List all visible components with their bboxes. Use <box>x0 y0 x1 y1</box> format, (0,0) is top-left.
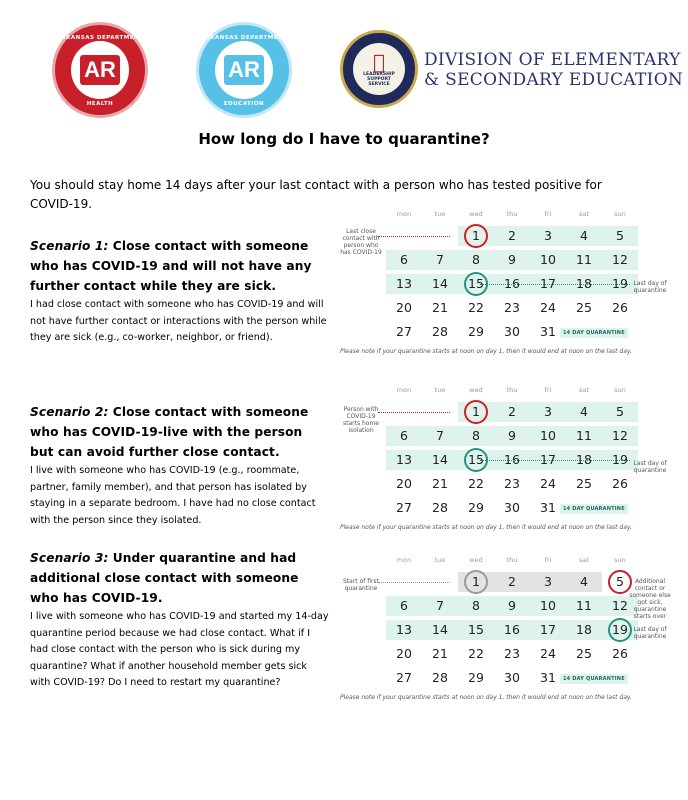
calendar-scenario-2 <box>338 386 678 531</box>
calendar-day: 17 <box>540 622 556 637</box>
calendar-day: 6 <box>400 252 408 267</box>
calendar-day: 12 <box>612 428 628 443</box>
calendar-day: 10 <box>540 598 556 613</box>
calendar-day: 21 <box>432 646 448 661</box>
calendar-day: 11 <box>576 598 592 613</box>
left-arrow <box>378 412 450 413</box>
day-of-week-header <box>386 210 638 222</box>
calendar-day: 9 <box>508 252 516 267</box>
calendar-day: 25 <box>576 300 592 315</box>
calendar-day: 20 <box>396 476 412 491</box>
calendar-day: 21 <box>432 300 448 315</box>
day-label-tue: tue <box>434 556 446 564</box>
scenario-3-heading <box>30 548 330 608</box>
right-note: Last day of quarantine <box>633 460 667 474</box>
lss-seal-center <box>353 43 405 95</box>
calendar-day: 6 <box>400 598 408 613</box>
scenario-1-label: Scenario 1: <box>30 239 109 253</box>
calendar-day: 4 <box>580 404 588 419</box>
calendar-scenario-1 <box>338 210 678 355</box>
day-label-thu: thu <box>506 386 518 394</box>
calendar-day: 1 <box>472 574 480 589</box>
calendar-day: 27 <box>396 500 412 515</box>
edu-seal-bottom-text: EDUCATION <box>223 101 265 107</box>
calendar-day: 14 <box>432 276 448 291</box>
calendar-day: 1 <box>472 404 480 419</box>
scenario-3-heading-text: Under quarantine and had additional close contact with someone who has COVID-19. <box>30 551 299 605</box>
edu-seal-center <box>215 41 273 99</box>
calendar-day: 26 <box>612 476 628 491</box>
day-label-mon: mon <box>396 386 412 394</box>
calendar-day: 19 <box>612 452 628 467</box>
calendar-day: 15 <box>468 452 484 467</box>
calendar-day: 2 <box>508 404 516 419</box>
health-seal-top-text: ARKANSAS DEPARTMENT OF <box>56 35 144 47</box>
day-label-wed: wed <box>469 210 483 218</box>
day-label-mon: mon <box>396 210 412 218</box>
scenario-3-body: I live with someone who has COVID-19 and started my 14-day quarantine period because we had close contact. What if I had close contact with the person who is sick during my quarantine? What if another household member gets sick with COVID-19? Do I need to restart my quarantine? <box>30 611 329 688</box>
health-seal-center <box>71 41 129 99</box>
calendar-day: 29 <box>468 324 484 339</box>
calendar-day: 27 <box>396 324 412 339</box>
right-arrow <box>480 460 630 461</box>
scenario-2-heading-text: Close contact with someone who has COVID-19-live with the person but can avoid further close contact. <box>30 405 309 459</box>
calendar-day: 26 <box>612 300 628 315</box>
calendar-day: 5 <box>616 404 624 419</box>
day-1-circle <box>464 570 488 594</box>
calendar-day: 13 <box>396 452 412 467</box>
calendar-day: 18 <box>576 452 592 467</box>
apple-icon <box>373 52 385 72</box>
calendar-day: 18 <box>576 276 592 291</box>
scenario-3 <box>30 548 330 692</box>
scenario-1-heading <box>30 236 330 296</box>
page-title: How long do I have to quarantine? <box>198 130 490 148</box>
division-line-1: DIVISION OF ELEMENTARY <box>424 50 681 70</box>
calendar-day: 15 <box>468 276 484 291</box>
calendar-day: 30 <box>504 324 520 339</box>
calendar-day: 8 <box>472 598 480 613</box>
day-of-week-header <box>386 386 638 398</box>
calendar-day: 12 <box>612 598 628 613</box>
day-label-sun: sun <box>614 386 626 394</box>
calendar-day: 3 <box>544 228 552 243</box>
calendar-day: 8 <box>472 252 480 267</box>
calendar-day: 10 <box>540 252 556 267</box>
calendar-day: 16 <box>504 622 520 637</box>
left-note: Last close contact with person who has COVID-19 <box>340 228 382 256</box>
day-label-sat: sat <box>579 386 589 394</box>
calendar-day: 31 <box>540 670 556 685</box>
calendar-day: 9 <box>508 598 516 613</box>
day-1-circle <box>464 400 488 424</box>
day-label-tue: tue <box>434 210 446 218</box>
calendar-day: 9 <box>508 428 516 443</box>
day-label-thu: thu <box>506 556 518 564</box>
calendar-day: 30 <box>504 670 520 685</box>
right-note: Last day of quarantine <box>633 626 667 640</box>
calendar-day: 7 <box>436 252 444 267</box>
calendar-day: 17 <box>540 276 556 291</box>
calendar-day: 27 <box>396 670 412 685</box>
calendar-day: 25 <box>576 646 592 661</box>
health-ar-logo: AR <box>80 55 120 85</box>
calendar-day: 20 <box>396 300 412 315</box>
day-label-wed: wed <box>469 386 483 394</box>
calendar-day: 14 <box>432 622 448 637</box>
calendar-day: 24 <box>540 476 556 491</box>
left-arrow <box>378 236 450 237</box>
calendar-day: 19 <box>612 622 628 637</box>
calendar-day: 28 <box>432 324 448 339</box>
calendar-day: 20 <box>396 646 412 661</box>
day-label-tue: tue <box>434 386 446 394</box>
calendar-day: 5 <box>616 228 624 243</box>
leadership-support-service-seal <box>340 30 418 108</box>
scenario-2 <box>30 402 330 529</box>
division-line-2: & SECONDARY EDUCATION <box>424 70 684 90</box>
calendar-note: Please note if your quarantine starts at noon on day 1, then it would end at noon on the last day. <box>340 524 632 531</box>
division-logo-text <box>424 50 683 90</box>
calendar-day: 13 <box>396 622 412 637</box>
calendar-day: 7 <box>436 428 444 443</box>
calendar-day: 8 <box>472 428 480 443</box>
calendar-day: 16 <box>504 276 520 291</box>
calendar-day: 23 <box>504 646 520 661</box>
calendar-day: 23 <box>504 476 520 491</box>
calendar-day: 29 <box>468 670 484 685</box>
calendar-day: 23 <box>504 300 520 315</box>
day-label-wed: wed <box>469 556 483 564</box>
scenario-1 <box>30 236 330 347</box>
lss-line-1: LEADERSHIP <box>363 61 395 67</box>
arkansas-department-of-health-seal <box>52 22 148 118</box>
calendar-day: 5 <box>616 574 624 589</box>
day-label-sun: sun <box>614 210 626 218</box>
scenario-2-heading <box>30 402 330 462</box>
calendar-day: 26 <box>612 646 628 661</box>
calendar-day: 28 <box>432 500 448 515</box>
calendar-day: 12 <box>612 252 628 267</box>
calendar-scenario-3 <box>338 556 678 701</box>
quarantine-badge: 14 DAY QUARANTINE <box>560 504 628 514</box>
calendar-note: Please note if your quarantine starts at noon on day 1, then it would end at noon on the last day. <box>340 348 632 355</box>
calendar-day: 29 <box>468 500 484 515</box>
calendar-day: 1 <box>472 228 480 243</box>
lss-line-3: SERVICE <box>368 71 390 77</box>
calendar-day: 22 <box>468 646 484 661</box>
edu-ar-logo: AR <box>224 55 264 85</box>
calendar-day: 18 <box>576 622 592 637</box>
calendar-day: 7 <box>436 598 444 613</box>
day-label-mon: mon <box>396 556 412 564</box>
calendar-day: 22 <box>468 476 484 491</box>
scenario-3-label: Scenario 3: <box>30 551 109 565</box>
calendar-day: 22 <box>468 300 484 315</box>
day-label-sun: sun <box>614 556 626 564</box>
calendar-day: 24 <box>540 300 556 315</box>
quarantine-badge: 14 DAY QUARANTINE <box>560 328 628 338</box>
day-of-week-header <box>386 556 638 568</box>
calendar-day: 11 <box>576 252 592 267</box>
calendar-day: 19 <box>612 276 628 291</box>
left-note: Person with COVID-19 starts home isolation <box>342 406 380 434</box>
calendar-note: Please note if your quarantine starts at noon on day 1, then it would end at noon on the last day. <box>340 694 632 701</box>
day-label-sat: sat <box>579 556 589 564</box>
left-note: Start of first quarantine <box>343 578 379 592</box>
calendar-day: 3 <box>544 574 552 589</box>
arkansas-department-of-education-seal <box>196 22 292 118</box>
health-seal-bottom-text: HEALTH <box>86 101 114 107</box>
calendar-day: 6 <box>400 428 408 443</box>
right-note-top: Additional contact or someone else got sick, quarantine starts over <box>629 578 671 620</box>
calendar-day: 24 <box>540 646 556 661</box>
calendar-day: 31 <box>540 324 556 339</box>
calendar-day: 16 <box>504 452 520 467</box>
calendar-day: 13 <box>396 276 412 291</box>
calendar-day: 31 <box>540 500 556 515</box>
edu-seal-top-text: ARKANSAS DEPARTMENT OF <box>200 35 288 47</box>
calendar-day: 2 <box>508 574 516 589</box>
calendar-day: 30 <box>504 500 520 515</box>
day-label-thu: thu <box>506 210 518 218</box>
day-label-fri: fri <box>544 556 552 564</box>
quarantine-badge: 14 DAY QUARANTINE <box>560 674 628 684</box>
right-arrow <box>480 284 630 285</box>
calendar-day: 3 <box>544 404 552 419</box>
calendar-day: 11 <box>576 428 592 443</box>
day-label-fri: fri <box>544 386 552 394</box>
calendar-day: 10 <box>540 428 556 443</box>
calendar-day: 21 <box>432 476 448 491</box>
scenario-2-label: Scenario 2: <box>30 405 109 419</box>
scenario-1-body: I had close contact with someone who has COVID-19 and will not have further contact or interactions with the person while they are sick (e.g., co-worker, neighbor, or friend). <box>30 299 327 343</box>
scenario-2-body: I live with someone who has COVID-19 (e.g., roommate, partner, family member), and that person has isolated by staying in a separate bedroom. I have had no close contact with the person since they isolated. <box>30 465 316 526</box>
day-label-fri: fri <box>544 210 552 218</box>
calendar-day: 28 <box>432 670 448 685</box>
calendar-day: 2 <box>508 228 516 243</box>
calendar-day: 14 <box>432 452 448 467</box>
calendar-day: 17 <box>540 452 556 467</box>
left-arrow <box>378 582 450 583</box>
calendar-day: 15 <box>468 622 484 637</box>
day-1-circle <box>464 224 488 248</box>
calendar-day: 4 <box>580 228 588 243</box>
scenario-1-heading-text: Close contact with someone who has COVID-19 and will not have any further contact while they are sick. <box>30 239 312 293</box>
intro-text: You should stay home 14 days after your last contact with a person who has tested positive for COVID-19. <box>30 178 602 211</box>
right-note: Last day of quarantine <box>633 280 667 294</box>
calendar-day: 25 <box>576 476 592 491</box>
day-label-sat: sat <box>579 210 589 218</box>
calendar-day: 4 <box>580 574 588 589</box>
lss-line-2: SUPPORT <box>367 66 391 72</box>
